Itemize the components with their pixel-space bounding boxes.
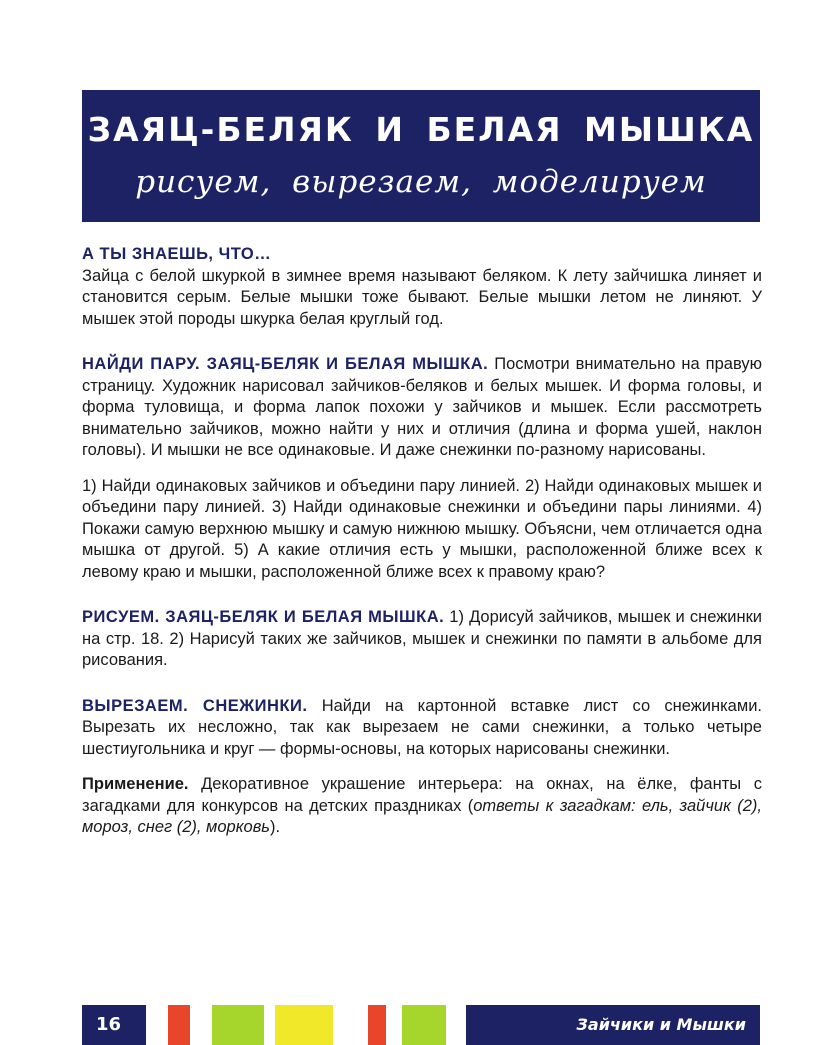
section-use [82, 774, 762, 839]
section-pair-text-block [82, 354, 762, 462]
section-pair-heading: НАЙДИ ПАРУ. ЗАЯЦ-БЕЛЯК И БЕЛАЯ МЫШКА. [82, 355, 489, 373]
section-use-closing: ). [269, 818, 281, 836]
section-draw-text-block [82, 607, 762, 672]
color-swatch [212, 1005, 264, 1045]
main-content [82, 244, 762, 839]
section-draw-heading: РИСУЕМ. ЗАЯЦ-БЕЛЯК И БЕЛАЯ МЫШКА. [82, 608, 445, 626]
section-cut [82, 696, 762, 761]
color-swatch [275, 1005, 333, 1045]
page-number: 16 [82, 1005, 146, 1045]
page-footer [82, 1005, 760, 1045]
section-know [82, 244, 762, 330]
section-pair-tasks: 1) Найди одинаковых зайчиков и объедини пару линией. 2) Найди одинаковых мышек и объедини пару линией. 3) Найди одинаковые снежинки и объедини пары линиями. 4) Покажи самую верхнюю мышку и самую нижнюю мышку. Объясни, чем отличается одна мышка от другой. 5) А какие отличия есть у мышки, расположенной ближе всех к левому краю и мышки, расположенной ближе всех к правому краю? [82, 476, 762, 581]
color-swatch [368, 1005, 386, 1045]
color-swatch [402, 1005, 446, 1045]
page-title: ЗАЯЦ-БЕЛЯК И БЕЛАЯ МЫШКА [87, 110, 755, 149]
section-cut-text-block [82, 696, 762, 761]
riddle-answers: ответы к загадкам: ель, зайчик (2), мороз, снег (2), морковь [82, 796, 762, 836]
section-use-text: Декоративное украшение интерьера: на окнах, на ёлке, фанты с загадками для конкурсов на детских праздниках ( [82, 775, 762, 815]
section-cut-heading: ВЫРЕЗАЕМ. СНЕЖИНКИ. [82, 696, 308, 715]
section-use-heading: Применение. [82, 775, 189, 793]
section-know-text: Зайца с белой шкуркой в зимнее время называют беляком. К лету зайчишка линяет и становится серым. Белые мышки тоже бывают. Белые мышки летом не линяют. У мышек этой породы шкурка белая круглый год. [82, 266, 762, 328]
section-draw-text: 1) Дорисуй зайчиков, мышек и снежинки на стр. 18. 2) Нарисуй таких же зайчиков, мышек и снежинки по памяти в альбоме для рисования. [82, 608, 763, 669]
section-cut-text: Найди на картонной вставке лист со снежинками. Вырезать их несложно, так как вырезаем не сами снежинки, а только четыре шестиугольника и круг — формы-основы, на которых нарисованы снежинки. [82, 696, 762, 758]
page-subtitle: рисуем, вырезаем, моделируем [135, 164, 707, 200]
section-pair [82, 354, 762, 583]
section-pair-text: Посмотри внимательно на правую страницу. Художник нарисовал зайчиков-беляков и белых мышек. И форма головы, и форма туловища, и форма лапок похожи у зайчиков и мышек. Если рассмотреть внимательно зайчиков, можно найти у них и отличия (длина и форма ушей, наклон головы). И мышки не все одинаковые. И даже снежинки по-разному нарисованы. [82, 355, 762, 459]
footer-label: Зайчики и Мышки [466, 1005, 760, 1045]
color-swatch [168, 1005, 190, 1045]
section-draw [82, 607, 762, 672]
section-use-text-block [82, 774, 762, 839]
title-banner [82, 90, 760, 222]
section-know-heading: А ТЫ ЗНАЕШЬ, ЧТО… [82, 245, 272, 263]
